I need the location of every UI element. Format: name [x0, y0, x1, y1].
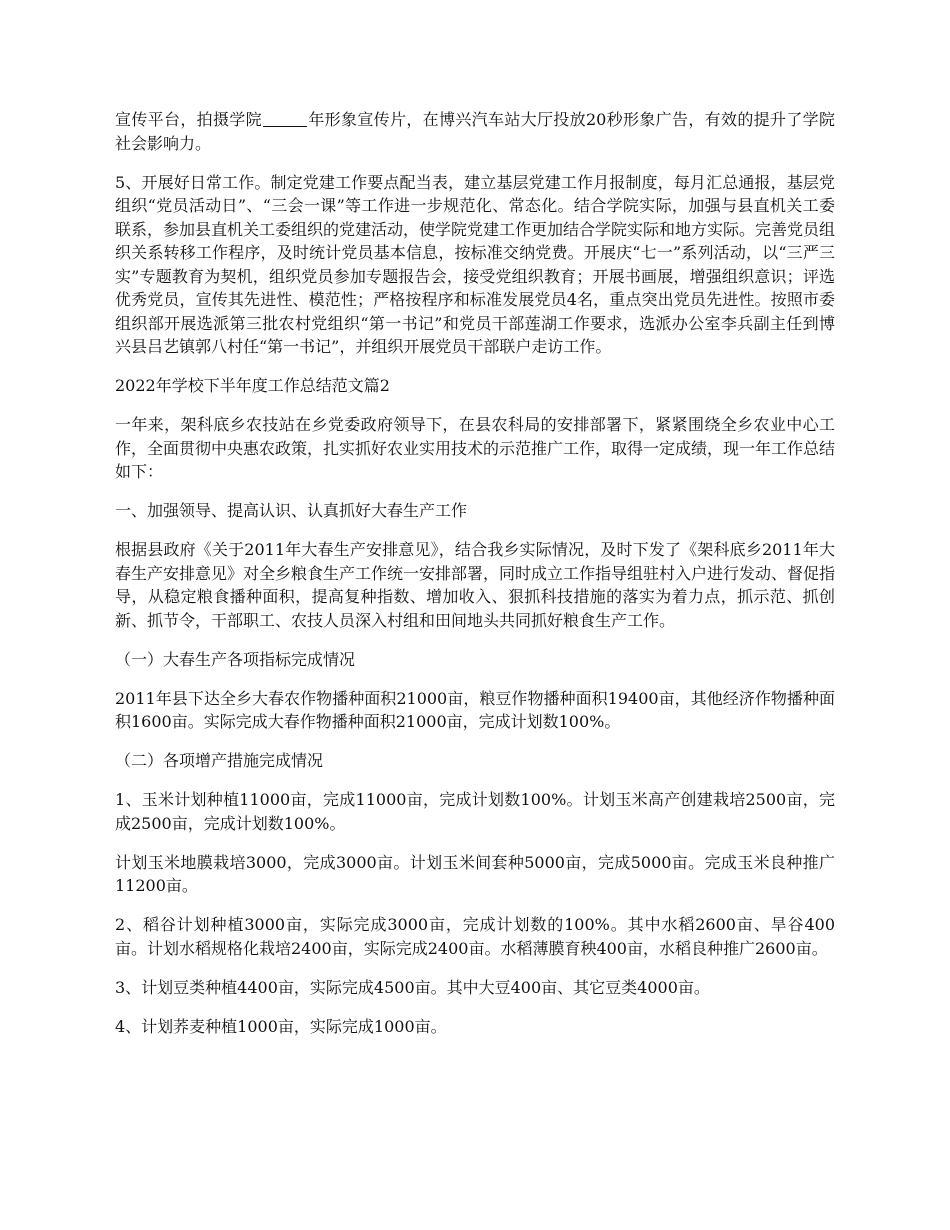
- paragraph-daily-work: 5、开展好日常工作。制定党建工作要点配当表，建立基层党建工作月报制度，每月汇总通报，基层党组织“党员活动日”、“三会一课”等工作进一步规范化、常态化。结合学院实际，加强与县直机关工委联系，参加县直机关工委组织的党建活动，使学院党建工作更加结合学院实际和地方实际。完善党员组织关系转移工作程序，及时统计党员基本信息，按标准交纳党费。开展庆“七一”系列活动，以“三严三实”专题教育为契机，组织党员参加专题报告会，接受党组织教育；开展书画展，增强组织意识；评选优秀党员，宣传其先进性、模范性；严格按程序和标准发展党员4名，重点突出党员先进性。按照市委组织部开展选派第三批农村党组织“第一书记”和党员干部莲湖工作要求，选派办公室李兵副主任到博兴县吕艺镇郭八村任“第一书记”，并组织开展党员干部联户走访工作。: [115, 172, 836, 356]
- paragraph-publicity-end: 年形象宣传片，在博兴汽车站大厅投放20秒形象广告，有效的提升了学院社会影响力。: [115, 110, 835, 153]
- paragraph-corn-film: 计划玉米地膜栽培3000，完成3000亩。计划玉米间套种5000亩，完成5000亩。完成玉米良种推广11200亩。: [115, 852, 835, 895]
- paragraph-indicators: 2011年县下达全乡大春农作物播种面积21000亩，粮豆作物播种面积19400亩，其他经济作物播种面积1600亩。实际完成大春作物播种面积21000亩，完成计划数100%。: [115, 688, 835, 731]
- paragraph-corn: 1、玉米计划种植11000亩，完成11000亩，完成计划数100%。计划玉米高产创建栽培2500亩，完成2500亩，完成计划数100%。: [115, 790, 835, 833]
- document-page: [115, 108, 835, 1054]
- paragraph-intro: 一年来，架科底乡农技站在乡党委政府领导下，在县农科局的安排部署下，紧紧围绕全乡农业中心工作，全面贯彻中央惠农政策，扎实抓好农业实用技术的示范推广工作，取得一定成绩，现一年工作总结如下：: [115, 415, 836, 481]
- blank-underline: [263, 111, 307, 127]
- paragraph-publicity-start: 宣传平台，拍摄学院: [115, 110, 262, 129]
- heading-leadership: 一、加强领导、提高认识、认真抓好大春生产工作: [115, 501, 468, 520]
- paragraph-spring-plan: 根据县政府《关于2011年大春生产安排意见》，结合我乡实际情况，及时下发了《架科底乡2011年大春生产安排意见》对全乡粮食生产工作统一安排部署，同时成立工作指导组驻村入户进行发动、督促指导，从稳定粮食播种面积，提高复种指数、增加收入、狠抓科技措施的落实为着力点，抓示范、抓创新、抓节令，干部职工、农技人员深入村组和田间地头共同抓好粮食生产工作。: [115, 540, 836, 630]
- paragraph-publicity: [115, 108, 835, 155]
- heading-measures: （二）各项增产措施完成情况: [115, 751, 324, 770]
- section-title: 2022年学校下半年度工作总结范文篇2: [115, 376, 390, 395]
- paragraph-buckwheat: 4、计划荞麦种植1000亩，实际完成1000亩。: [115, 1016, 447, 1036]
- heading-indicators: （一）大春生产各项指标完成情况: [115, 649, 356, 669]
- paragraph-beans: 3、计划豆类种植4400亩，实际完成4500亩。其中大豆400亩、其它豆类4000亩。: [115, 977, 710, 997]
- paragraph-rice: 2、稻谷计划种植3000亩，实际完成3000亩，完成计划数的100%。其中水稻2600亩、旱谷400亩。计划水稻规格化栽培2400亩，实际完成2400亩。水稻薄膜育秧400亩，水稻良种推广2600亩。: [115, 915, 835, 958]
